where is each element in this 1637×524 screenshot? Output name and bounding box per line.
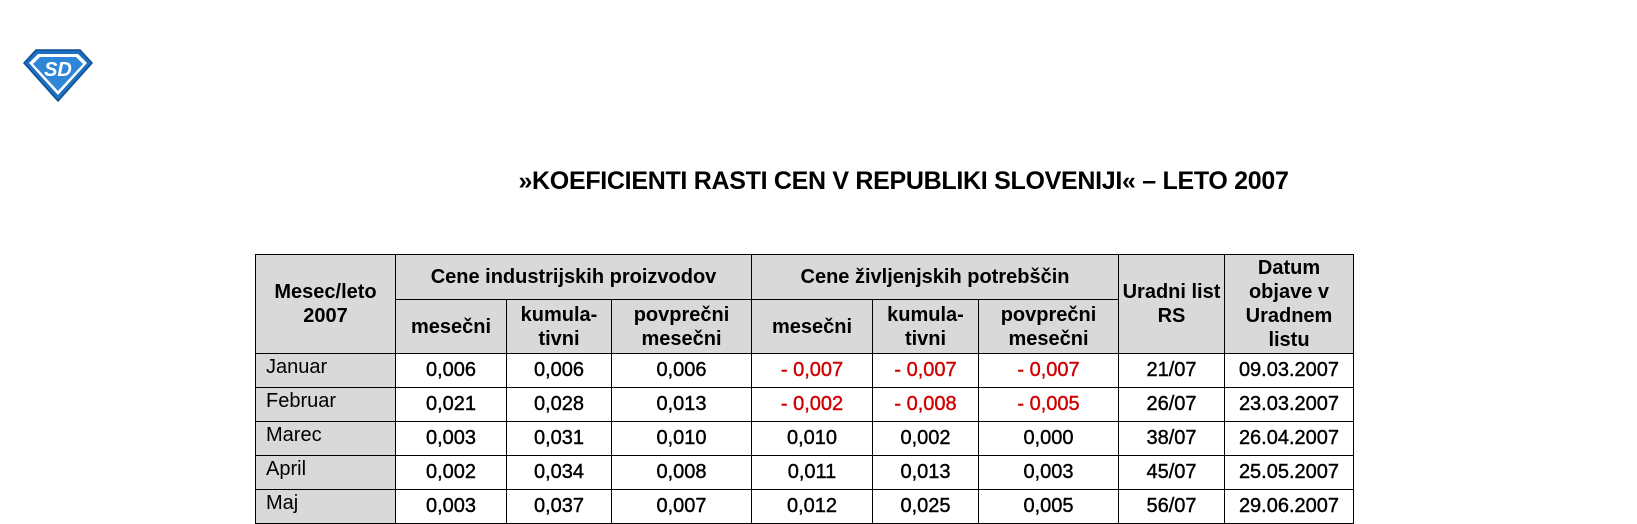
industrial-cumulative-cell: 0,006 (507, 354, 612, 388)
living-monthly-cell: 0,011 (752, 456, 873, 490)
subheader-cumulative: kumula-tivni (873, 300, 979, 354)
industrial-monthly-cell: 0,006 (396, 354, 507, 388)
subheader-monthly: mesečni (752, 300, 873, 354)
industrial-average-cell: 0,006 (612, 354, 752, 388)
living-cumulative-cell: - 0,008 (873, 388, 979, 422)
publication-date-cell: 29.06.2007 (1225, 490, 1354, 524)
living-cumulative-cell: - 0,007 (873, 354, 979, 388)
gazette-cell: 38/07 (1119, 422, 1225, 456)
gazette-cell: 21/07 (1119, 354, 1225, 388)
industrial-cumulative-cell: 0,034 (507, 456, 612, 490)
header-publication-date: Datum objave v Uradnem listu (1225, 255, 1354, 354)
living-monthly-cell: - 0,007 (752, 354, 873, 388)
living-average-cell: 0,000 (979, 422, 1119, 456)
industrial-cumulative-cell: 0,028 (507, 388, 612, 422)
table-row (256, 388, 1354, 422)
industrial-average-cell: 0,013 (612, 388, 752, 422)
subheader-cumulative: kumula-tivni (507, 300, 612, 354)
publication-date-cell: 23.03.2007 (1225, 388, 1354, 422)
month-cell: Februar (256, 388, 396, 422)
table-row (256, 490, 1354, 524)
price-coefficients-table (255, 254, 1354, 524)
svg-text:SD: SD (44, 59, 72, 81)
header-living-costs: Cene življenjskih potrebščin (752, 255, 1119, 300)
industrial-average-cell: 0,007 (612, 490, 752, 524)
living-cumulative-cell: 0,013 (873, 456, 979, 490)
industrial-average-cell: 0,010 (612, 422, 752, 456)
header-industrial-prices: Cene industrijskih proizvodov (396, 255, 752, 300)
header-month-year: Mesec/leto 2007 (256, 255, 396, 354)
living-average-cell: - 0,005 (979, 388, 1119, 422)
living-average-cell: 0,003 (979, 456, 1119, 490)
living-average-cell: 0,005 (979, 490, 1119, 524)
publication-date-cell: 25.05.2007 (1225, 456, 1354, 490)
living-monthly-cell: 0,010 (752, 422, 873, 456)
header-official-gazette: Uradni list RS (1119, 255, 1225, 354)
document-title: »KOEFICIENTI RASTI CEN V REPUBLIKI SLOVENIJI« – LETO 2007 (518, 167, 1289, 195)
month-cell: Januar (256, 354, 396, 388)
publication-date-cell: 26.04.2007 (1225, 422, 1354, 456)
gazette-cell: 26/07 (1119, 388, 1225, 422)
living-average-cell: - 0,007 (979, 354, 1119, 388)
industrial-monthly-cell: 0,002 (396, 456, 507, 490)
month-cell: Maj (256, 490, 396, 524)
table-row (256, 354, 1354, 388)
living-cumulative-cell: 0,002 (873, 422, 979, 456)
month-cell: April (256, 456, 396, 490)
sd-logo-icon (22, 47, 94, 103)
industrial-monthly-cell: 0,003 (396, 490, 507, 524)
publication-date-cell: 09.03.2007 (1225, 354, 1354, 388)
industrial-monthly-cell: 0,021 (396, 388, 507, 422)
table-header-row (256, 255, 1354, 300)
industrial-monthly-cell: 0,003 (396, 422, 507, 456)
industrial-cumulative-cell: 0,037 (507, 490, 612, 524)
subheader-average-monthly: povprečni mesečni (979, 300, 1119, 354)
industrial-cumulative-cell: 0,031 (507, 422, 612, 456)
gazette-cell: 56/07 (1119, 490, 1225, 524)
month-cell: Marec (256, 422, 396, 456)
living-monthly-cell: 0,012 (752, 490, 873, 524)
subheader-monthly: mesečni (396, 300, 507, 354)
living-cumulative-cell: 0,025 (873, 490, 979, 524)
gazette-cell: 45/07 (1119, 456, 1225, 490)
table-row (256, 422, 1354, 456)
subheader-average-monthly: povprečni mesečni (612, 300, 752, 354)
table-row (256, 456, 1354, 490)
living-monthly-cell: - 0,002 (752, 388, 873, 422)
industrial-average-cell: 0,008 (612, 456, 752, 490)
